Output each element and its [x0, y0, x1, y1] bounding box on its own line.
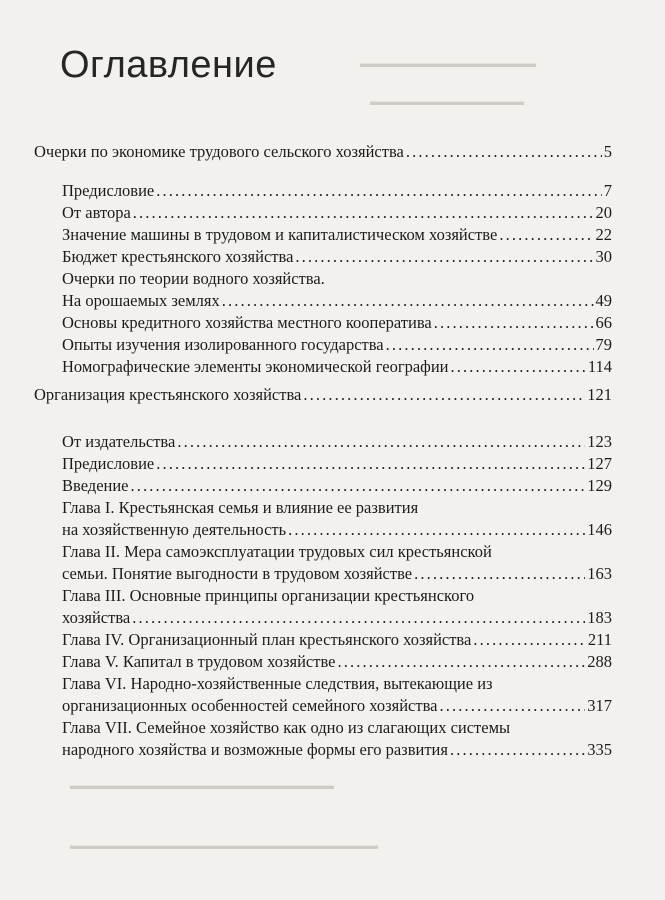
leader-dots — [303, 384, 585, 406]
item-title: Предисловие — [62, 454, 155, 473]
toc-item[interactable] — [62, 224, 612, 246]
toc-section-2[interactable] — [34, 384, 612, 406]
item-title: Введение — [62, 476, 129, 495]
toc-item[interactable] — [62, 290, 612, 312]
toc-item-line[interactable]: Глава II. Мера самоэксплуатации трудовых сил крестьянской — [62, 542, 492, 561]
toc-item[interactable] — [62, 651, 612, 673]
page-number: 129 — [587, 476, 612, 495]
item-title: на хозяйственную деятельность — [62, 520, 287, 539]
page-number: 146 — [587, 520, 612, 539]
page-number: 5 — [603, 142, 612, 161]
toc-item[interactable] — [62, 312, 612, 334]
toc-item[interactable] — [62, 607, 612, 629]
toc-item[interactable] — [62, 519, 612, 541]
toc-item-line[interactable]: Глава VI. Народно-хозяйственные следствия, вытекающие из — [62, 674, 493, 693]
section-title: Организация крестьянского хозяйства — [34, 385, 302, 404]
item-title: хозяйства — [62, 608, 131, 627]
toc-item[interactable] — [62, 180, 612, 202]
page-number: 114 — [587, 357, 612, 376]
item-title: От автора — [62, 203, 131, 222]
page-number: 123 — [587, 432, 612, 451]
leader-dots — [414, 563, 585, 585]
leader-dots — [156, 180, 602, 202]
toc-item[interactable] — [62, 431, 612, 453]
page-number: 163 — [587, 564, 612, 583]
toc-item[interactable] — [62, 629, 612, 651]
leader-dots — [131, 475, 586, 497]
toc-item[interactable] — [62, 202, 612, 224]
item-title: Основы кредитного хозяйства местного кооператива — [62, 313, 432, 332]
page-number: 127 — [587, 454, 612, 473]
page-number: 22 — [595, 225, 612, 244]
item-title: Глава V. Капитал в трудовом хозяйстве — [62, 652, 336, 671]
page-number: 183 — [587, 608, 612, 627]
leader-dots — [451, 356, 586, 378]
leader-dots — [434, 312, 594, 334]
leader-dots — [295, 246, 593, 268]
toc-item[interactable] — [62, 356, 612, 378]
leader-dots — [132, 607, 585, 629]
toc-item-line[interactable]: Глава VII. Семейное хозяйство как одно из слагающих системы — [62, 718, 511, 737]
page-number: 317 — [587, 696, 612, 715]
leader-dots — [450, 739, 585, 761]
leader-dots — [386, 334, 594, 356]
page-number: 335 — [587, 740, 612, 759]
page-number: 288 — [587, 652, 612, 671]
toc-section-1[interactable] — [34, 141, 612, 163]
toc-item[interactable] — [62, 334, 612, 356]
leader-dots — [440, 695, 586, 717]
leader-dots — [406, 141, 602, 163]
leader-dots — [337, 651, 585, 673]
page-title: Оглавление — [60, 44, 277, 86]
item-title: Значение машины в трудовом и капиталистическом хозяйстве — [62, 225, 498, 244]
leader-dots — [499, 224, 593, 246]
leader-dots — [222, 290, 594, 312]
toc-item-line[interactable]: Глава I. Крестьянская семья и влияние ее развития — [62, 498, 419, 517]
item-title: От издательства — [62, 432, 176, 451]
toc-item-line[interactable]: Глава III. Основные принципы организации крестьянского — [62, 586, 475, 605]
page-number: 79 — [595, 335, 612, 354]
bleed-through-text: ▬▬▬▬▬▬▬▬▬▬▬▬▬▬ — [370, 96, 524, 108]
toc-item[interactable] — [62, 739, 612, 761]
leader-dots — [133, 202, 594, 224]
page-number: 49 — [595, 291, 612, 310]
page-number: 20 — [595, 203, 612, 222]
bleed-through-text: ▬▬▬▬▬▬▬▬▬▬▬▬▬▬▬▬▬▬▬▬▬▬▬▬▬▬▬▬ — [70, 840, 378, 852]
toc-item[interactable] — [62, 563, 612, 585]
leader-dots — [288, 519, 585, 541]
section-title: Очерки по экономике трудового сельского хозяйства — [34, 142, 404, 161]
item-title: Бюджет крестьянского хозяйства — [62, 247, 294, 266]
toc-item[interactable] — [62, 475, 612, 497]
page-number: 211 — [587, 630, 612, 649]
toc-item[interactable] — [62, 453, 612, 475]
item-title: народного хозяйства и возможные формы его развития — [62, 740, 448, 759]
page-number: 7 — [603, 181, 612, 200]
page-number: 121 — [587, 385, 612, 404]
leader-dots — [473, 629, 586, 651]
page-number: 66 — [595, 313, 612, 332]
item-title: Глава IV. Организационный план крестьянского хозяйства — [62, 630, 472, 649]
toc-item[interactable] — [62, 695, 612, 717]
toc-item[interactable] — [62, 246, 612, 268]
item-title: Предисловие — [62, 181, 155, 200]
toc-item-heading[interactable]: Очерки по теории водного хозяйства. — [62, 269, 325, 288]
item-title: семьи. Понятие выгодности в трудовом хозяйстве — [62, 564, 413, 583]
item-title: Номографические элементы экономической географии — [62, 357, 449, 376]
leader-dots — [156, 453, 585, 475]
item-title: организационных особенностей семейного хозяйства — [62, 696, 438, 715]
bleed-through-text: ▬▬▬▬▬▬▬▬▬▬▬▬▬▬▬▬ — [360, 58, 536, 70]
leader-dots — [177, 431, 585, 453]
item-title: Опыты изучения изолированного государства — [62, 335, 384, 354]
bleed-through-text: ▬▬▬▬▬▬▬▬▬▬▬▬▬▬▬▬▬▬▬▬▬▬▬▬ — [70, 780, 334, 792]
item-title: На орошаемых землях — [62, 291, 220, 310]
page-number: 30 — [595, 247, 612, 266]
